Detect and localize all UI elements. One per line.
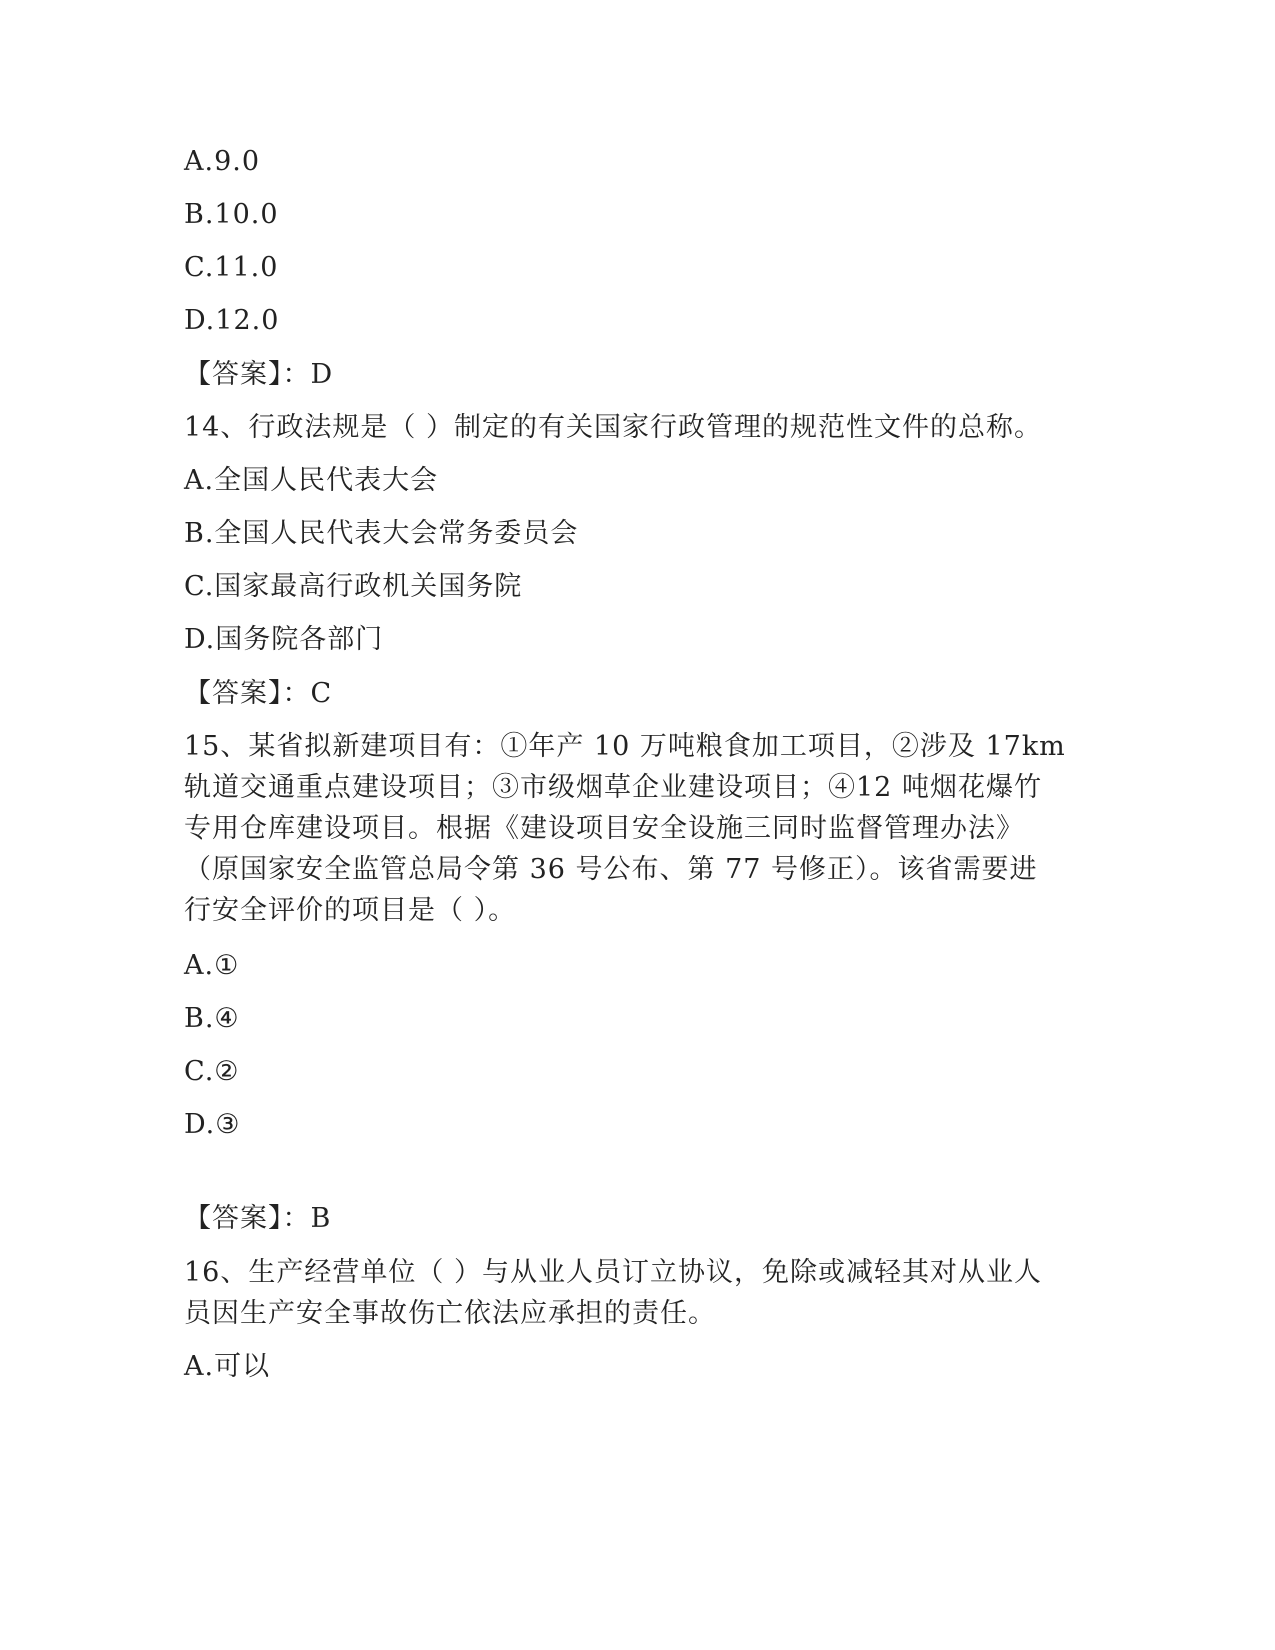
q15-question-line-2: 轨道交通重点建设项目；③市级烟草企业建设项目；④12 吨烟花爆竹 xyxy=(184,772,1042,803)
q14-option-d: D.国务院各部门 xyxy=(184,624,384,655)
q16-question-line-1: 16、生产经营单位（ ）与从业人员订立协议，免除或减轻其对从业人 xyxy=(184,1257,1042,1288)
q15-question-line-1: 15、某省拟新建项目有：①年产 10 万吨粮食加工项目，②涉及 17km xyxy=(184,731,1066,762)
q15-question-line-4: （原国家安全监管总局令第 36 号公布、第 77 号修正）。该省需要进 xyxy=(184,854,1038,885)
q13-answer: 【答案】：D xyxy=(184,359,334,390)
q13-option-d: D.12.0 xyxy=(184,305,280,336)
q15-question-line-3: 专用仓库建设项目。根据《建设项目安全设施三同时监督管理办法》 xyxy=(184,813,1024,844)
q14-question: 14、行政法规是（ ）制定的有关国家行政管理的规范性文件的总称。 xyxy=(184,412,1042,443)
q15-option-d: D.③ xyxy=(184,1109,241,1140)
q14-option-a: A.全国人民代表大会 xyxy=(184,465,439,496)
q14-option-c: C.国家最高行政机关国务院 xyxy=(184,571,523,602)
q16-question-line-2: 员因生产安全事故伤亡依法应承担的责任。 xyxy=(184,1298,716,1329)
q13-option-c: C.11.0 xyxy=(184,252,279,283)
q13-option-b: B.10.0 xyxy=(184,199,279,230)
q15-option-c: C.② xyxy=(184,1056,240,1087)
q15-option-a: A.① xyxy=(184,950,240,981)
q15-answer: 【答案】：B xyxy=(184,1203,332,1234)
q15-question-line-5: 行安全评价的项目是（ ）。 xyxy=(184,895,517,926)
q14-option-b: B.全国人民代表大会常务委员会 xyxy=(184,518,579,549)
q13-option-a: A.9.0 xyxy=(184,146,261,177)
q15-option-b: B.④ xyxy=(184,1003,240,1034)
q14-answer: 【答案】：C xyxy=(184,678,333,709)
q16-option-a: A.可以 xyxy=(184,1351,271,1382)
